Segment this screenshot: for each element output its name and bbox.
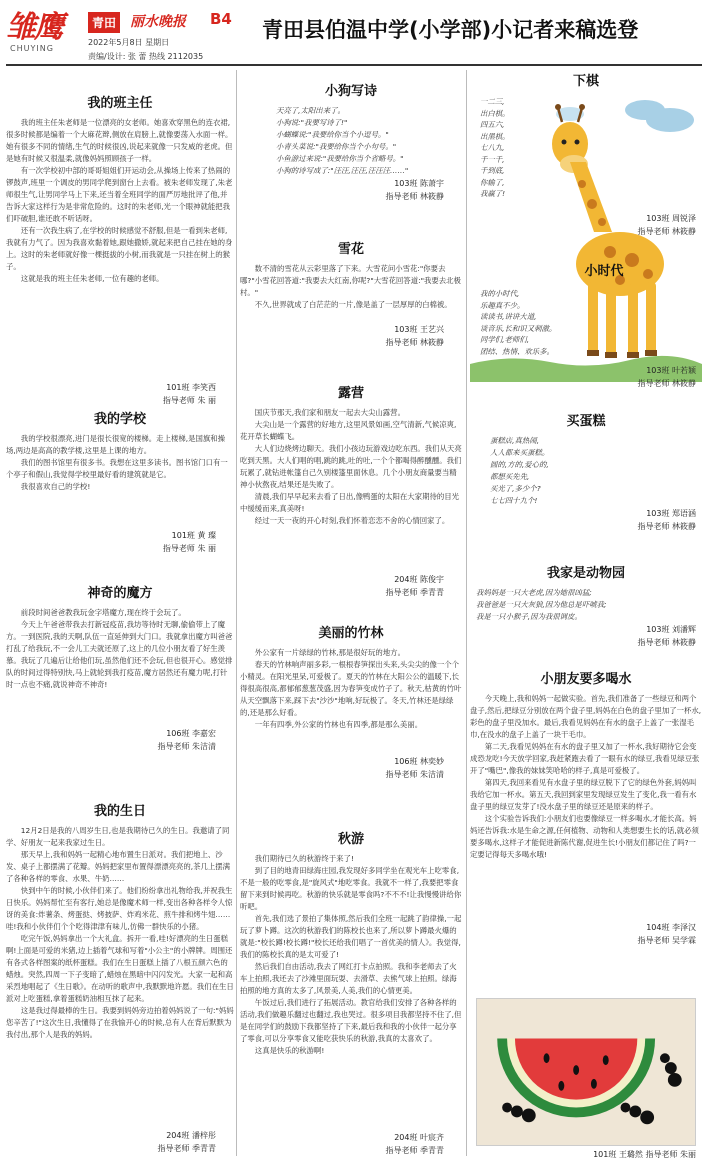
region-tag: 青田 xyxy=(88,12,120,33)
poem-line: 我是一只小猴子,因为我很调皮。 xyxy=(476,612,582,621)
poem-small-era xyxy=(480,288,556,357)
student-artwork xyxy=(476,998,696,1146)
paragraph: 首先,我们选了景拍了集体照,然后我们全班一起跳了韵律操,一起玩了萝卜蹲。这次的秋游我们的陈校长也来了,所以萝卜蹲最火爆的就是:"校长蹲!校长蹲!"校长还给我们唱了一首优美的情人》。我觉得,我们的陈校长真的是太可爱了! xyxy=(240,914,462,959)
article-buy-cake xyxy=(470,410,702,533)
article-title: 买蛋糕 xyxy=(566,414,606,429)
article-title: 我的班主任 xyxy=(87,96,153,111)
article-title: 小狗写诗 xyxy=(324,84,377,99)
article-camping xyxy=(240,382,462,599)
author-byline: 204班 叶宸齐 xyxy=(394,1133,444,1142)
poem-line: 我爸爸是一只大灰狼,因为他总是吓唬我; xyxy=(476,600,607,609)
article-body xyxy=(6,117,234,381)
poem-line: 小鱼游过来说:"我要给你当个省略号。" xyxy=(276,154,404,163)
article-title: 小时代 xyxy=(584,264,624,279)
article-autumn-trip xyxy=(240,828,462,1157)
paragraph: 这就是我的班主任朱老师,一位有趣的老师。 xyxy=(20,274,164,283)
teacher-byline: 指导老师 林筱静 xyxy=(385,192,444,201)
editor-line: 责编/设计: 张 蕾 热线 2112035 xyxy=(88,52,204,61)
poem-line: 谈音乐,长和识又刺激。 xyxy=(480,323,557,333)
author-byline: 101班 黄 璨 xyxy=(171,531,216,540)
paragraph: 大人们边烧烤边聊天。我们小孩边玩游戏边吃东西。我们从天亮吃到天黑。大人们唱的唱,跳的跳,吐的吐,一个个都喝得醉醺醺。我们玩累了,就钻进帐篷自己久别楼篷里面休息。几个小朋友商量要当精神小伙熬夜,结果还是失败了。 xyxy=(240,444,462,489)
poem-line: 圆的,方的,爱心的, xyxy=(490,460,549,469)
teacher-byline: 指导老师 朱洁清 xyxy=(385,770,444,779)
poem-line: 乐趣真不少。 xyxy=(480,300,525,310)
teacher-byline: 指导老师 林筱静 xyxy=(637,227,696,236)
paragraph: 然后我们自由活动,我去了网红打卡点拍照。我和李老师去了火车上拍照,我还去了沙滩里面玩耍、去滑草、去熊气球上拍照。绿海拍照的地方真的太多了,风景美,人美,我们的心情更美。 xyxy=(240,962,457,995)
author-byline: 103班 陈萧宇 xyxy=(394,179,444,188)
teacher-byline: 指导老师 朱 丽 xyxy=(162,544,216,553)
teacher-byline: 指导老师 季青青 xyxy=(385,1146,444,1155)
artwork-caption: 101班 王璐然 指导老师 朱丽 xyxy=(593,1150,696,1159)
poem-line: 千一千, xyxy=(480,154,505,164)
paragraph: 不久,世界就成了白茫茫的一片,像是盖了一层厚厚的白棉被。 xyxy=(254,300,452,309)
page-number: B4 xyxy=(210,10,232,28)
article-body xyxy=(240,647,462,755)
article-title: 神奇的魔方 xyxy=(87,586,153,601)
article-title: 雪花 xyxy=(337,242,364,257)
poem-line: 小青头菜说:"我要给你当个小句号。" xyxy=(276,142,397,151)
paragraph: 快到中午的时候,小伙伴们来了。他们纷纷拿出礼物给我,并祝我生日快乐。妈妈帮忙至有客行,她总是像魔术师一样,变出各种各样令人惊讶的美食:炸薯条、烤蛋挞、烤披萨、炸鸡米花、煎牛排和烤牛翅……哇!我和小伙伴们个个吃得津津有味儿,仿佛一群快乐的小猪。 xyxy=(6,886,233,931)
author-byline: 103班 叶若颖 xyxy=(646,366,696,375)
poem-line: 都想买先先, xyxy=(490,472,530,481)
poem-line: 同学们,老师们, xyxy=(480,335,530,344)
poem-line: 出白棋。 xyxy=(480,108,510,118)
paragraph: 这是我过得最棒的生日。我要到妈妈旁边拍着妈妈说了一句:"妈妈您辛苦了!"这次生日,我懂得了在我愉开心的时候,总有人在背后默默为我付出,那个人是我的妈妈。 xyxy=(6,1006,234,1039)
paragraph: 到了目的地青田绿海庄园,我发现好多同学坐在观光车上吃零食,不是一般的吃零食,是"旋风式"地吃零食。我就不一样了,我要把零食留下来到时候再吃。秋游的快乐就是零食吗?不不不!让我慢慢讲给你听吧。 xyxy=(240,866,462,911)
paragraph: 有一次学校初中部的哥哥姐姐们开运动会,从操场上传来了热闹的锣鼓声,班里一个调皮的男同学爬到窗台上去看。被朱老师发现了,朱老师很生气,让男同学马上下来,还当着全班同学的面严厉地批评了他,并告诉大家这样行为是非常危险的。这时的朱老师,光一个眼神就能把我们吓破胆,谁还敢不听话呀。 xyxy=(6,166,233,223)
poem-line: 出黑棋。 xyxy=(480,131,510,141)
header-divider xyxy=(6,64,702,66)
poem-line: 小蝴蝶说:"我要给你当个小逗号。" xyxy=(276,130,389,139)
poem-line: 小狗的诗写成了:"汪汪,汪汪,汪汪汪……" xyxy=(276,166,409,175)
author-byline: 101班 李笑西 xyxy=(166,383,216,392)
author-byline: 104班 李泽汉 xyxy=(646,923,696,932)
page-title: 青田县伯温中学(小学部)小记者来稿选登 xyxy=(262,18,639,42)
poem-body xyxy=(470,435,702,507)
poem-line: 小狗说:"我要写诗了!" xyxy=(276,118,348,127)
paragraph: 第四天,我回来看见有水盘子里的绿豆脱下了它的绿色外套,妈妈叫我给它加一杯水。第五天,我回到家里发现绿豆发生了变化,我一看有水盘子里的绿豆发芽了!没水盘子里的绿豆还是原来的样子。 xyxy=(470,778,697,811)
logo-english: CHUYING xyxy=(10,44,54,53)
article-body xyxy=(240,263,462,323)
poem-line: 人人都来买蛋糕。 xyxy=(490,448,550,457)
article-title: 秋游 xyxy=(337,832,364,847)
paragraph: 那天早上,我和妈妈一起精心地布置生日派对。我们把地上、沙发、桌子上都摆满了花瓣。妈妈把家里布置得漂漂亮亮的,茶几上摆满了各种各样的零食、水果、牛奶…… xyxy=(6,850,231,883)
paragraph: 吃完午饭,妈妈拿出一个大礼盒。拆开一看,哇!好漂亮的生日蛋糕啊!上面是可爱的米猪,边上插着气球和写着"小公主"的小牌牌。周围还有各式各样图案的纸杯蛋糕。我们在生日蛋糕上插了八根五颜六色的蜡烛。突然,四周一下子变暗了,蜡烛在黑暗中闪闪发光。大家一起和高采烈地唱起了《生日歌》。在动听的歌声中,我默默地许愿。我们在生日派对上吃蛋糕,拿着蛋糕奶油相互抹了起来。 xyxy=(6,934,234,1003)
paper-name: 丽水晚报 xyxy=(130,14,186,30)
article-title: 美丽的竹林 xyxy=(318,626,384,641)
article-title: 我的学校 xyxy=(93,412,146,427)
poem-line: 七八九, xyxy=(480,143,505,152)
article-body xyxy=(6,825,234,1129)
article-title: 我的生日 xyxy=(93,804,146,819)
paragraph: 春天的竹林响声丽多彩,一根根春笋探出头来,头尖尖的像一个个小精灵。在阳光里呆,可爱极了。夏天的竹林在大阳公公的温暖下,长得很高很高,都郁郁葱葱茂盛,因为春笋变成竹子了。秋天,枯黄的竹叶从天空飘落下来,踩下去"沙沙"地响,好玩极了。冬天,竹林还是绿绿的,还是那么好看。 xyxy=(240,660,462,717)
poem-line: 买光了,多少个? xyxy=(490,484,541,493)
poem-body xyxy=(240,105,462,177)
poem-line: 团结、热情、欢乐多。 xyxy=(480,346,554,356)
paragraph: 数不清的雪花从云彩里落了下来。大雪花问小雪花:"你要去哪?"小雪花回答道:"我要去大红南,你呢?"大雪花回答道:"我要去北极村。" xyxy=(240,264,461,297)
poem-line: 千到底, xyxy=(480,166,505,175)
author-byline: 103班 郑语涵 xyxy=(646,509,696,518)
logo-text: 雏鹰 xyxy=(6,10,62,45)
article-zoo-family xyxy=(470,562,702,649)
author-byline: 103班 周锐泽 xyxy=(646,214,696,223)
poem-line: 我妈妈是一只大老虎,因为她很凶猛; xyxy=(476,588,592,597)
paragraph: 这个实验告诉我们:小朋友们也要像绿豆一样多喝水,才能长高。妈妈还告诉我:水是生命之源,任何植物、动物和人类想要生长的话,就必须要多喝水,这样子才能促进新陈代谢,促进生长!小朋友们都记住了吗?一定要记得每天多喝水哦! xyxy=(470,814,699,859)
column-divider xyxy=(466,70,467,1156)
author-byline: 103班 王艺兴 xyxy=(394,325,444,334)
paragraph: 还有一次我生病了,在学校的时候感觉不舒服,但是一看到朱老师,我就有力气了。因为我喜欢黏着她,跟她撒娇,就起来把自己挂在她的身上。这时的朱老师就好像一棵挺拔的小树,而我就是一只挂在树上的猴子。 xyxy=(6,226,233,271)
author-byline: 106班 李嘉宏 xyxy=(166,729,216,738)
paragraph: 大尖山是一个露营的好地方,这里风景如画,空气清新,气候凉爽,花开草长蝴蝶飞。 xyxy=(240,420,457,441)
poem-line: 天亮了,太阳出来了。 xyxy=(276,106,345,115)
article-title: 下棋 xyxy=(572,74,599,89)
paragraph: 外公家有一片绿绿的竹林,那是很好玩的地方。 xyxy=(254,648,405,657)
article-my-teacher xyxy=(6,92,234,407)
poem-body xyxy=(470,587,702,623)
article-snowflake xyxy=(240,238,462,349)
poem-line: 七七四十九个! xyxy=(490,496,538,505)
column-divider xyxy=(236,70,237,1156)
article-magic-cube xyxy=(6,582,234,753)
article-body xyxy=(6,433,234,529)
poem-line: 我的小时代, xyxy=(480,289,520,298)
poem-line: 你输了, xyxy=(480,177,505,187)
teacher-byline: 指导老师 吴学霖 xyxy=(637,936,696,945)
article-puppy-poem xyxy=(240,80,462,203)
poem-line: 读读书,讲讲大道, xyxy=(480,312,537,321)
masthead xyxy=(0,0,708,66)
paragraph: 我们的图书馆里有很多书。我想在这里多读书。图书馆门口有一个亭子和假山,我觉得学校里最好看的建筑就是它。 xyxy=(6,458,228,479)
author-byline: 204班 潘梓彤 xyxy=(166,1131,216,1140)
article-my-school xyxy=(6,408,234,555)
teacher-byline: 指导老师 林筱静 xyxy=(637,638,696,647)
poem-chess xyxy=(480,96,510,200)
small-era-bylines xyxy=(592,364,702,390)
article-drink-water xyxy=(470,668,702,947)
poem-line: 一二三, xyxy=(480,97,505,106)
paragraph: 这真是快乐的秋游啊! xyxy=(254,1046,325,1055)
paragraph: 前段时间爸爸教我玩金字塔魔方,现在终于会玩了。 xyxy=(20,608,186,617)
article-body xyxy=(6,607,234,727)
poem-line: 四五六, xyxy=(480,120,505,129)
issue-date: 2022年5月8日 星期日 xyxy=(88,38,170,47)
teacher-byline: 指导老师 林筱静 xyxy=(637,522,696,531)
paragraph: 国庆节那天,我们家和朋友一起去大尖山露营。 xyxy=(254,408,405,417)
logo xyxy=(4,2,88,58)
article-body xyxy=(240,407,462,573)
author-byline: 103班 刘潘辉 xyxy=(646,625,696,634)
poem-line: 我赢了! xyxy=(480,189,506,198)
article-bamboo-forest xyxy=(240,622,462,781)
chess-bylines xyxy=(592,212,702,238)
teacher-byline: 指导老师 季青青 xyxy=(157,1144,216,1153)
author-byline: 106班 林奕妙 xyxy=(394,757,444,766)
paragraph: 经过一天一夜的开心时刻,我们怀着恋恋不舍的心情回家了。 xyxy=(254,516,450,525)
paragraph: 午饭过后,我们进行了拓展活动。教官给我们安排了各种各样的活动,我们做趣乐翻过也翻过,我也哭过。很多项目我都坚持不住了,但是在同学们的鼓励下我都坚持了下来,最后我和我的小伙伴一起分享了零食,可以分享零食又能吃获快乐的秋游,我真的太喜欢了。 xyxy=(240,998,462,1043)
article-my-birthday xyxy=(6,800,234,1155)
paragraph: 清晨,我们早早起来去看了日出,像鸭蛋的太阳在大家期待的目光中缓缓而来,真美呀! xyxy=(240,492,460,513)
article-title: 小朋友要多喝水 xyxy=(540,672,632,687)
author-byline: 204班 陈俊宇 xyxy=(394,575,444,584)
paragraph: 今天上午爸爸带我去打新冠疫苗,我坊等待时无聊,偷偷带上了魔方。一到医院,我的天啊,队伍一直延伸到大门口。我就拿出魔方叫爸爸打乱了给我玩,不一会儿工夫就还原了,这上的几位小朋友看了好生羡慕。我玩了几遍后让给他们玩,虽然他们还不会玩,但也很开心。感觉排队的时间过得特别快,马上就轮到我打疫苗,魔方居然还有魔力呢,打针时一点也不痛,就说神奇不神奇! xyxy=(6,620,233,689)
paragraph: 第二天,我看见妈妈在有水的盘子里又加了一杯水,我好期待它会变成恐龙吃!今天放学回家,我赶紧跑去看了一眼有水的绿豆,我看见绿豆张开了"嘴巴",像我的妹妹笑哈哈的样子,真是可爱极了。 xyxy=(470,742,700,775)
paragraph: 12月2日是我的八周岁生日,也是我期待已久的生日。我邀请了同学、好朋友一起来我家过生日。 xyxy=(6,826,230,847)
teacher-byline: 指导老师 朱 丽 xyxy=(162,396,216,405)
teacher-byline: 指导老师 林筱静 xyxy=(637,379,696,388)
article-title: 露营 xyxy=(337,386,364,401)
article-body xyxy=(240,853,462,1131)
article-title: 我家是动物园 xyxy=(546,566,625,581)
paragraph: 我的班主任朱老师是一位漂亮的女老师。她喜欢穿黑色的连衣裙,很多时候都是编着一个大麻花辫,侧放在肩膀上,就像要荡入水面一样。她有很多不同的情绪,生气的时候很凶,说起来就像一只发威的老虎。但是她有时候又很温柔,就像妈妈照顾孩子一样。 xyxy=(6,118,233,163)
teacher-byline: 指导老师 季青青 xyxy=(385,588,444,597)
paragraph: 一年有四季,外公家的竹林也有四季,都是那么美丽。 xyxy=(254,720,423,729)
paragraph: 我很喜欢自己的学校! xyxy=(20,482,91,491)
article-body xyxy=(470,693,702,921)
paragraph: 今天晚上,我和妈妈一起做实验。首先,我们准备了一些绿豆和两个盘子,然后,把绿豆分别放在两个盘子里,妈妈在白色的盘子里加了一杯水,彩色的盘子里没加水。最后,我看见妈妈在有水的盘子上盖了一张湿毛巾,在没水的盘子上盖了一块干毛巾。 xyxy=(470,694,702,739)
teacher-byline: 指导老师 林筱静 xyxy=(385,338,444,347)
paragraph: 我们期待已久的秋游终于来了! xyxy=(254,854,354,863)
paragraph: 我的学校很漂亮,进门是很长很宽的楼梯。走上楼梯,是国旗和操场,两边是高高的教学楼,这里是上课的地方。 xyxy=(6,434,226,455)
teacher-byline: 指导老师 朱洁清 xyxy=(157,742,216,751)
poem-line: 蛋糕店,真热闹, xyxy=(490,436,540,445)
